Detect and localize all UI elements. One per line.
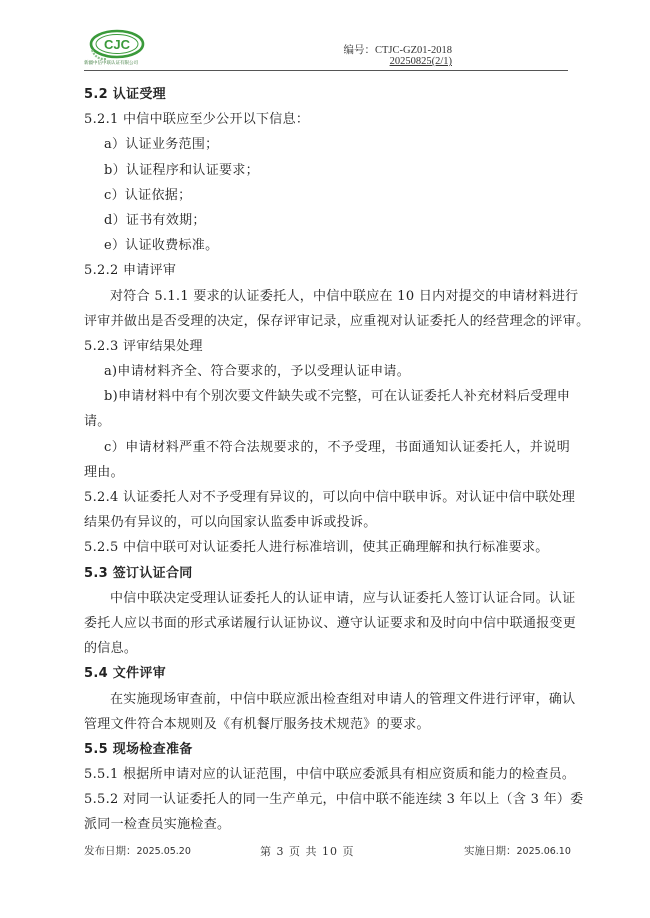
text-line: a)申请材料齐全、符合要求的，予以受理认证申请。 [104,364,411,380]
section-heading: 5.5 现场检查准备 [84,741,193,757]
document-version: 20250825(2/1) [389,56,452,67]
cjc-logo-icon [86,28,146,64]
section-heading: 5.4 文件评审 [84,666,166,682]
text-line: e）认证收费标准。 [104,238,219,254]
effective-date-label: 实施日期： [464,845,517,857]
publish-date-label: 发布日期： [84,845,137,857]
company-name: 新疆中信中联认证有限公司 [84,61,138,66]
text-line: a）认证业务范围； [104,137,219,153]
text-line: 评审并做出是否受理的决定，保存评审记录，应重视对认证委托人的经营理念的评审。 [84,313,590,329]
text-line: 5.5.2 对同一认证委托人的同一生产单元，中信中联不能连续 3 年以上（含 3 年）委 [84,792,584,808]
text-line: d）证书有效期； [104,212,206,228]
text-line: b）认证程序和认证要求； [104,162,259,178]
text-line: 在实施现场审查前，中信中联应派出检查组对申请人的管理文件进行评审，确认 [110,691,576,707]
text-line: c）申请材料严重不符合法规要求的，不予受理，书面通知认证委托人，并说明 [104,439,570,455]
text-line: 对符合 5.1.1 要求的认证委托人，中信中联应在 10 日内对提交的申请材料进行 [110,288,579,304]
text-line: 中信中联决定受理认证委托人的认证申请，应与认证委托人签订认证合同。认证 [110,590,576,606]
logo-text: CJC [103,37,131,52]
text-line: b)申请材料中有个别次要文件缺失或不完整，可在认证委托人补充材料后受理申 [104,389,571,405]
text-line: 的信息。 [84,641,138,657]
text-line: 委托人应以书面的形式承诺履行认证协议、遵守认证要求和及时向中信中联通报变更 [84,615,577,631]
text-line: 理由。 [84,464,124,480]
publish-date-value: 2025.05.20 [136,846,191,857]
text-line: 请。 [84,414,111,430]
text-line: 管理文件符合本规则及《有机餐厅服务技术规范》的要求。 [84,716,430,732]
text-line: 5.2.5 中信中联可对认证委托人进行标准培训，使其正确理解和执行标准要求。 [84,540,549,556]
text-line: 5.2.1 中信中联应至少公开以下信息： [84,112,310,128]
text-line: c）认证依据； [104,187,192,203]
document-body [84,82,590,838]
text-line: 5.2.4 认证委托人对不予受理有异议的，可以向中信中联申诉。对认证中信中联处理 [84,490,576,505]
effective-date [464,843,571,858]
page-number: 第 3 页 共 10 页 [260,845,355,858]
text-line: 派同一检查员实施检查。 [84,817,231,833]
text-line: 结果仍有异议的，可以向国家认监委申诉或投诉。 [84,515,377,531]
publish-date [84,843,191,858]
text-line: 5.2.3 评审结果处理 [84,338,203,354]
section-heading: 5.3 签订认证合同 [84,565,193,581]
header-rule [84,70,568,71]
document-code: 编号：CTJC-GZ01-2018 [343,45,452,56]
text-line: 5.5.1 根据所申请对应的认证范围，中信中联应委派具有相应资质和能力的检查员。 [84,767,576,783]
text-line: 5.2.2 申请评审 [84,263,177,279]
effective-date-value: 2025.06.10 [516,846,571,857]
section-heading: 5.2 认证受理 [84,87,166,102]
